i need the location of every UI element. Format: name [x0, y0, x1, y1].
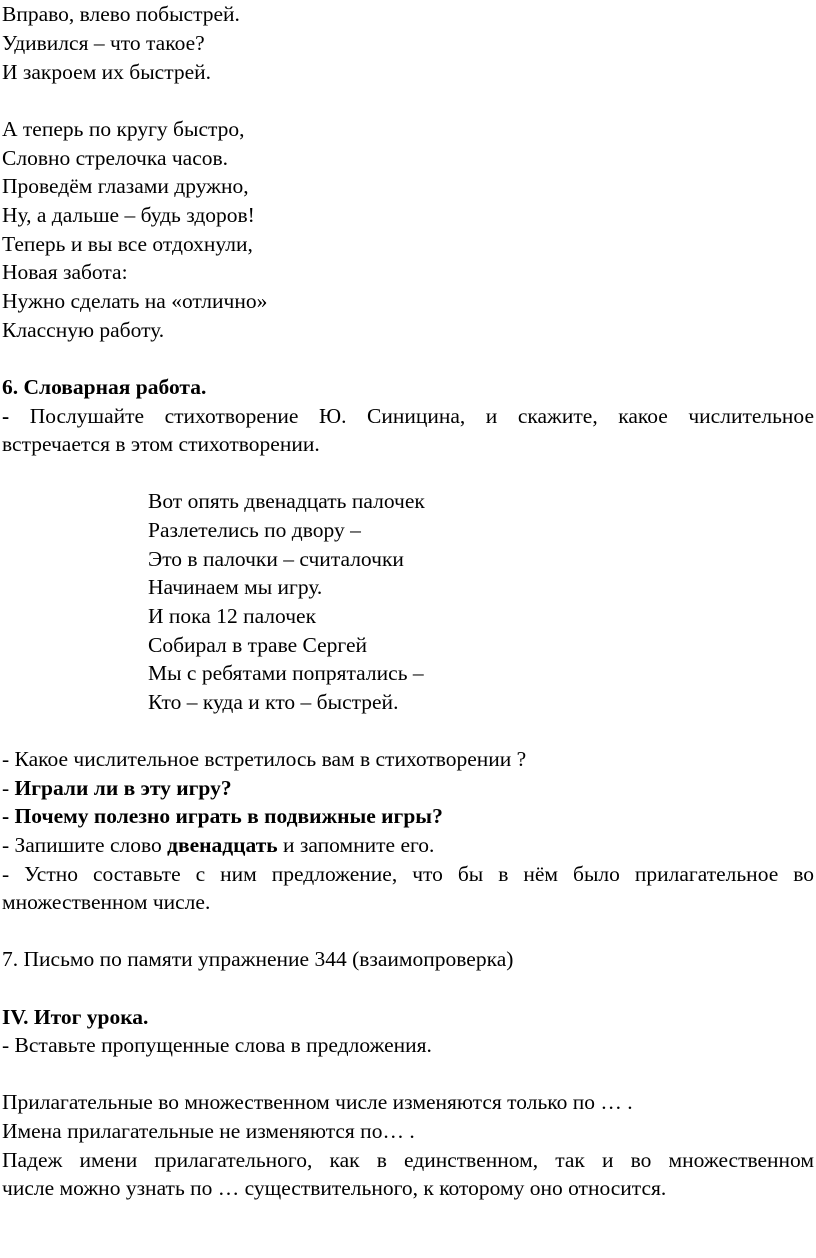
poem2-line: Словно стрелочка часов. — [2, 146, 229, 170]
poem2-line: Проведём глазами дружно, — [2, 174, 249, 198]
section6-task-cont: встречается в этом стихотворении. — [2, 432, 320, 456]
poem2-line: Классную работу. — [2, 318, 165, 342]
section6-heading: 6. Словарная работа. — [2, 375, 207, 399]
poem2-line: Теперь и вы все отдохнули, — [2, 232, 253, 256]
poem2-line: Нужно сделать на «отлично» — [2, 289, 268, 313]
poem1-line: И закроем их быстрей. — [2, 60, 212, 84]
poem1-line: Вправо, влево побыстрей. — [2, 2, 240, 26]
section6-poem-line: Собирал в траве Сергей — [148, 633, 368, 657]
task-compose-sentence: - Устно составьте с ним предложение, что бы в нём было прилагательное во — [2, 862, 814, 886]
section6-poem-line: И пока 12 палочек — [148, 604, 317, 628]
summary-task: - Вставьте пропущенные слова в предложения. — [2, 1033, 432, 1057]
poem2-line: Новая забота: — [2, 260, 128, 284]
section6-task: - Послушайте стихотворение Ю. Синицина, и скажите, какое числительное — [2, 404, 814, 428]
section6-poem-line: Кто – куда и кто – быстрей. — [148, 690, 399, 714]
section6-poem-line: Вот опять двенадцать палочек — [148, 489, 425, 513]
summary-heading: IV. Итог урока. — [2, 1005, 149, 1029]
question-active-games: - Почему полезно играть в подвижные игры? — [2, 804, 443, 828]
poem1-line: Удивился – что такое? — [2, 31, 205, 55]
poem2-line: Ну, а дальше – будь здоров! — [2, 203, 255, 227]
task-write-word: - Запишите слово двенадцать и запомните его. — [2, 833, 435, 857]
summary-sentence: Прилагательные во множественном числе изменяются только по … . — [2, 1090, 633, 1114]
summary-sentence: Падеж имени прилагательного, как в единственном, так и во множественном — [2, 1148, 814, 1172]
section6-poem-line: Это в палочки – считалочки — [148, 547, 404, 571]
section6-poem-line: Разлетелись по двору – — [148, 518, 361, 542]
task-compose-sentence-cont: множественном числе. — [2, 890, 211, 914]
section7-text: 7. Письмо по памяти упражнение 344 (взаимопроверка) — [2, 947, 514, 971]
section6-poem-line: Начинаем мы игру. — [148, 575, 323, 599]
question-game: - Играли ли в эту игру? — [2, 776, 232, 800]
question-numeral: - Какое числительное встретилось вам в стихотворении ? — [2, 747, 527, 771]
section6-poem-line: Мы с ребятами попрятались – — [148, 661, 424, 685]
summary-sentence: Имена прилагательные не изменяются по… . — [2, 1119, 415, 1143]
summary-sentence-cont: числе можно узнать по … существительного, к которому оно относится. — [2, 1176, 667, 1200]
poem2-line: А теперь по кругу быстро, — [2, 117, 245, 141]
